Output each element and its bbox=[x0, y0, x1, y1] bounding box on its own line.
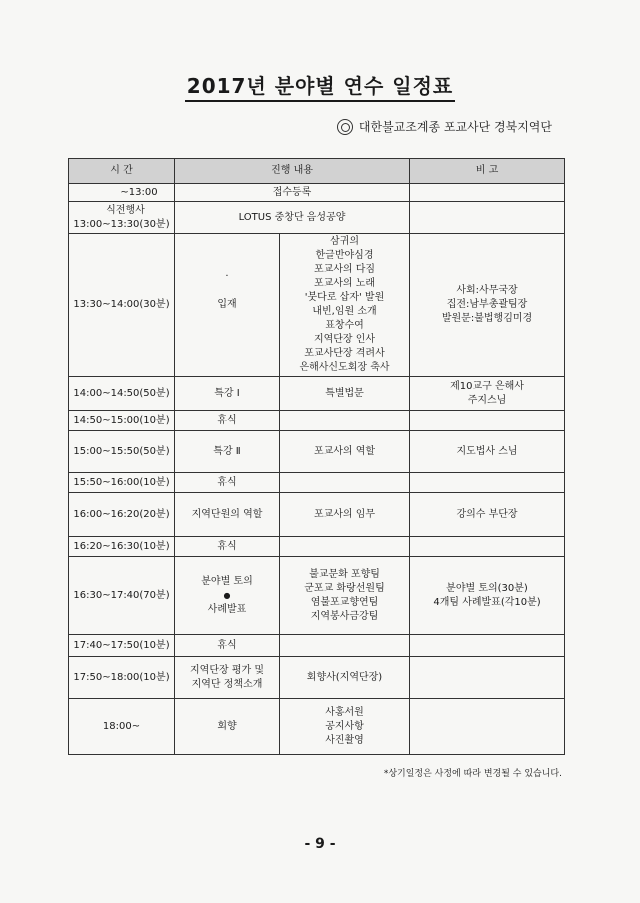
program-item: 한글반야심경 bbox=[315, 250, 374, 261]
closing-item: 공지사항 bbox=[325, 720, 364, 732]
content-cell bbox=[280, 557, 410, 635]
content-cell: 포교사의 임무 bbox=[280, 493, 410, 537]
table-row bbox=[69, 699, 565, 755]
content-cell bbox=[280, 699, 410, 755]
table-row bbox=[69, 377, 565, 411]
bullet-dot: ● bbox=[223, 590, 231, 600]
note-cell: 지도법사 스님 bbox=[410, 431, 565, 473]
note-cell bbox=[410, 537, 565, 557]
content-cell: 회향사(지역단장) bbox=[280, 657, 410, 699]
team-item: 군포교 화랑선원팀 bbox=[304, 582, 385, 594]
content-cell bbox=[280, 411, 410, 431]
content-cell: 접수등록 bbox=[175, 184, 410, 202]
time-cell: 16:30~17:40(70분) bbox=[69, 557, 175, 635]
note-line: 집전:남부총괄팀장 bbox=[446, 299, 528, 310]
content-cell: 포교사의 역할 bbox=[280, 431, 410, 473]
header-content: 진행 내용 bbox=[175, 159, 410, 184]
table-row bbox=[69, 431, 565, 473]
note-line: 분야별 토의(30분) bbox=[446, 582, 528, 594]
note-cell bbox=[410, 473, 565, 493]
content-cell bbox=[280, 234, 410, 377]
time-cell: 14:50~15:00(10분) bbox=[69, 411, 175, 431]
closing-item: 사진촬영 bbox=[325, 734, 364, 746]
header-time: 시 간 bbox=[69, 159, 175, 184]
program-item: 포교사단장 격려사 bbox=[304, 348, 385, 359]
program-item: 포교사의 다짐 bbox=[313, 264, 376, 275]
title-text: 2017년 분야별 연수 일정표 bbox=[185, 74, 455, 102]
table-row bbox=[69, 537, 565, 557]
type-cell: 회향 bbox=[175, 699, 280, 755]
type-label: 지역단장 평가 및 bbox=[190, 664, 264, 676]
note-line: 4개팀 사례발표(각10분) bbox=[433, 596, 541, 608]
time-cell: 16:00~16:20(20분) bbox=[69, 493, 175, 537]
note-line: 주지스님 bbox=[467, 394, 507, 406]
note-cell bbox=[410, 234, 565, 377]
team-item: 지역봉사금강팀 bbox=[310, 610, 379, 622]
team-item: 불교문화 포향팀 bbox=[309, 568, 380, 580]
type-cell bbox=[175, 234, 280, 377]
type-cell bbox=[175, 657, 280, 699]
table-row bbox=[69, 657, 565, 699]
type-cell: 특강 Ⅱ bbox=[175, 431, 280, 473]
content-cell bbox=[280, 635, 410, 657]
organization-line bbox=[337, 118, 552, 135]
content-cell bbox=[280, 537, 410, 557]
program-item: 포교사의 노래 bbox=[313, 278, 376, 289]
note-line: 사회:사무국장 bbox=[456, 285, 518, 296]
time-cell: 17:40~17:50(10분) bbox=[69, 635, 175, 657]
table-row bbox=[69, 635, 565, 657]
type-cell: 휴식 bbox=[175, 473, 280, 493]
content-cell: 특별법문 bbox=[280, 377, 410, 411]
note-cell bbox=[410, 657, 565, 699]
type-label: 사례발표 bbox=[207, 603, 247, 615]
table-row bbox=[69, 493, 565, 537]
time-cell: 16:20~16:30(10분) bbox=[69, 537, 175, 557]
program-item: 지역단장 인사 bbox=[313, 334, 376, 345]
time-range: 13:00~13:30(30분) bbox=[73, 218, 170, 230]
time-cell bbox=[69, 202, 175, 234]
organization-name: 대한불교조계종 포교사단 경북지역단 bbox=[358, 120, 552, 134]
page-number: - 9 - bbox=[304, 836, 336, 852]
program-item: 삼귀의 bbox=[330, 236, 359, 247]
type-cell: 특강 Ⅰ bbox=[175, 377, 280, 411]
table-row bbox=[69, 411, 565, 431]
type-label: 입재 bbox=[217, 299, 237, 310]
team-item: 염불포교향연팀 bbox=[310, 596, 379, 608]
program-item: '붓다로 삽자' 발원 bbox=[304, 292, 385, 303]
table-row bbox=[69, 234, 565, 377]
table-row bbox=[69, 557, 565, 635]
program-item: 은해사신도회장 축사 bbox=[299, 362, 390, 373]
program-item: 내빈,임원 소개 bbox=[312, 306, 377, 317]
time-label: 식전행사 bbox=[106, 204, 145, 216]
content-cell bbox=[280, 473, 410, 493]
header-note: 비 고 bbox=[410, 159, 565, 184]
note-cell: 강의수 부단장 bbox=[410, 493, 565, 537]
note-cell bbox=[410, 184, 565, 202]
program-item: 표창수여 bbox=[325, 320, 364, 331]
type-cell: 휴식 bbox=[175, 411, 280, 431]
table-header-row bbox=[69, 159, 565, 184]
schedule-table bbox=[68, 158, 565, 755]
footnote: *상기일정은 사정에 따라 변경될 수 있습니다. bbox=[383, 769, 562, 779]
time-cell: 17:50~18:00(10분) bbox=[69, 657, 175, 699]
time-cell: 15:50~16:00(10분) bbox=[69, 473, 175, 493]
time-cell: 13:30~14:00(30분) bbox=[69, 234, 175, 377]
dharma-wheel-seal-icon bbox=[337, 119, 353, 135]
time-cell: ~13:00 bbox=[69, 184, 175, 202]
time-cell: 18:00~ bbox=[69, 699, 175, 755]
content-cell: LOTUS 중창단 음성공양 bbox=[175, 202, 410, 234]
time-cell: 15:00~15:50(50분) bbox=[69, 431, 175, 473]
time-cell: 14:00~14:50(50분) bbox=[69, 377, 175, 411]
note-cell bbox=[410, 699, 565, 755]
note-line: 발원문:불법행김미경 bbox=[441, 313, 533, 324]
note-cell bbox=[410, 202, 565, 234]
type-cell bbox=[175, 557, 280, 635]
note-cell bbox=[410, 557, 565, 635]
type-cell: 휴식 bbox=[175, 537, 280, 557]
closing-item: 사홍서원 bbox=[325, 706, 364, 718]
type-cell: 휴식 bbox=[175, 635, 280, 657]
document-title bbox=[0, 70, 640, 99]
table-row bbox=[69, 473, 565, 493]
table-row bbox=[69, 202, 565, 234]
note-line: 제10교구 은해사 bbox=[450, 380, 524, 392]
bullet-dot: · bbox=[225, 271, 229, 282]
type-cell: 지역단원의 역할 bbox=[175, 493, 280, 537]
table-row bbox=[69, 184, 565, 202]
note-cell bbox=[410, 411, 565, 431]
type-label: 분야별 토의 bbox=[201, 575, 253, 587]
note-cell bbox=[410, 377, 565, 411]
note-cell bbox=[410, 635, 565, 657]
type-label: 지역단 정책소개 bbox=[191, 678, 263, 690]
